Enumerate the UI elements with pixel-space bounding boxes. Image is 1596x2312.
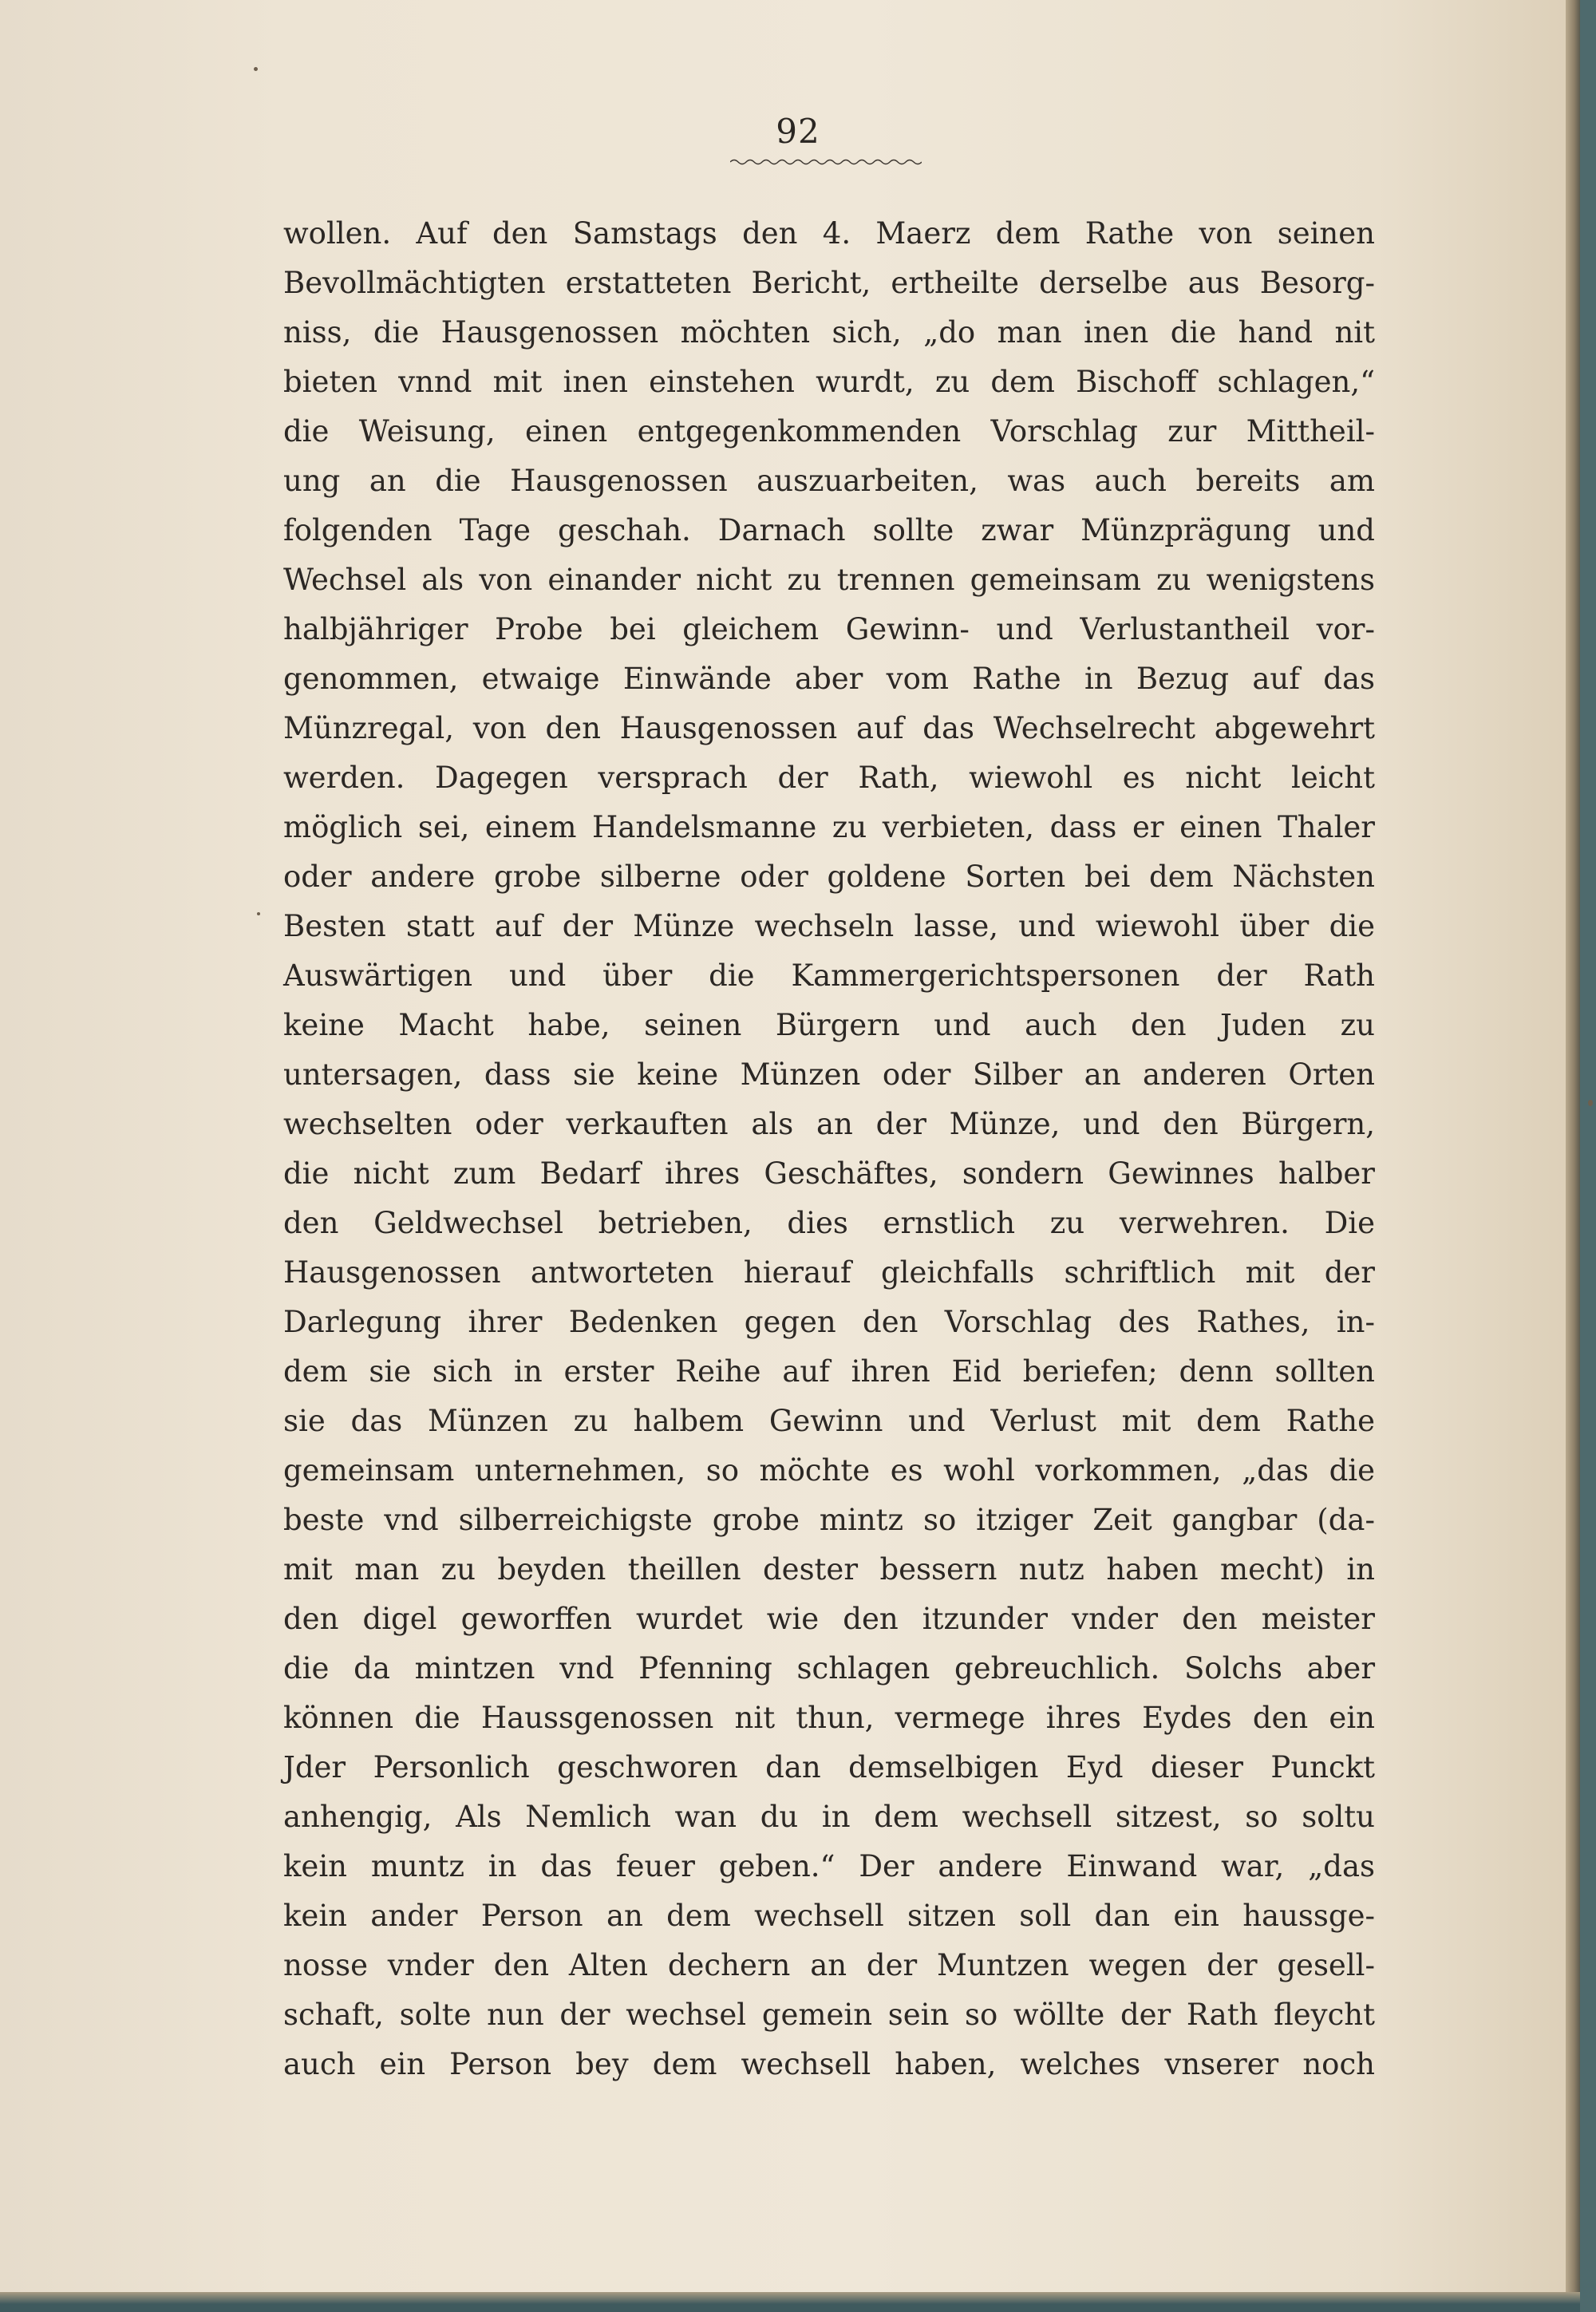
text-line: schaft, solte nun der wechsel gemein sein so wöllte der Rath fleycht [283, 1998, 1375, 2032]
paper-spot [257, 912, 260, 915]
text-line: den digel geworffen wurdet wie den itzunder vnder den meister [283, 1602, 1375, 1636]
text-line: dem sie sich in erster Reihe auf ihren Eid beriefen; denn sollten [283, 1354, 1375, 1389]
text-line: bieten vnnd mit inen einstehen wurdt, zu dem Bischoff schlagen,“ [283, 365, 1375, 399]
wavy-rule-ornament [730, 158, 922, 166]
text-line: nosse vnder den Alten dechern an der Muntzen wegen der gesell- [283, 1948, 1375, 1982]
page-bottom-edge [0, 2292, 1580, 2312]
paper-spot [254, 67, 258, 71]
text-line: Darlegung ihrer Bedenken gegen den Vorschlag des Rathes, in- [283, 1305, 1375, 1339]
text-line: sie das Münzen zu halbem Gewinn und Verlust mit dem Rathe [283, 1404, 1375, 1438]
text-line: die nicht zum Bedarf ihres Geschäftes, sondern Gewinnes halber [283, 1156, 1375, 1191]
page-number: 92 [776, 112, 820, 151]
text-line: genommen, etwaige Einwände aber vom Rathe in Bezug auf das [283, 662, 1375, 696]
text-line: gemeinsam unternehmen, so möchte es wohl vorkommen, „das die [283, 1453, 1375, 1488]
text-line: Besten statt auf der Münze wechseln lasse, und wiewohl über die [283, 909, 1375, 943]
text-line: kein ander Person an dem wechsell sitzen soll dan ein haussge- [283, 1899, 1375, 1933]
text-line: kein muntz in das feuer geben.“ Der andere Einwand war, „das [283, 1849, 1375, 1883]
text-line: wechselten oder verkauften als an der Münze, und den Bürgern, [283, 1107, 1375, 1141]
text-line: oder andere grobe silberne oder goldene Sorten bei dem Nächsten [283, 860, 1375, 894]
text-line: Bevollmächtigten erstatteten Bericht, ertheilte derselbe aus Besorg- [283, 266, 1375, 300]
text-line: die Weisung, einen entgegenkommenden Vorschlag zur Mittheil- [283, 414, 1375, 449]
text-line: folgenden Tage geschah. Darnach sollte zwar Münzprägung und [283, 513, 1375, 547]
text-line: die da mintzen vnd Pfenning schlagen gebreuchlich. Solchs aber [283, 1651, 1375, 1686]
text-line: mit man zu beyden theillen dester bessern nutz haben mecht) in [283, 1552, 1375, 1587]
text-line: ung an die Hausgenossen auszuarbeiten, was auch bereits am [283, 464, 1375, 498]
text-line: werden. Dagegen versprach der Rath, wiewohl es nicht leicht [283, 761, 1375, 795]
text-line: niss, die Hausgenossen möchten sich, „do man inen die hand nit [283, 315, 1375, 350]
text-line: wollen. Auf den Samstags den 4. Maerz dem Rathe von seinen [283, 216, 1375, 251]
text-line: beste vnd silberreichigste grobe mintz so itziger Zeit gangbar (da- [283, 1503, 1375, 1537]
text-line: keine Macht habe, seinen Bürgern und auch den Juden zu [283, 1008, 1375, 1042]
paper-spot [1588, 1100, 1593, 1106]
page-edge-shadow [1566, 0, 1580, 2298]
text-line: Auswärtigen und über die Kammergerichtspersonen der Rath [283, 958, 1375, 993]
text-line: halbjähriger Probe bei gleichem Gewinn- und Verlustantheil vor- [283, 612, 1375, 646]
body-text [283, 209, 1375, 2089]
text-line: möglich sei, einem Handelsmanne zu verbieten, dass er einen Thaler [283, 810, 1375, 844]
text-line: auch ein Person bey dem wechsell haben, welches vnserer noch [283, 2047, 1375, 2081]
book-spine-edge [1580, 0, 1596, 2312]
text-line: Münzregal, von den Hausgenossen auf das Wechselrecht abgewehrt [283, 711, 1375, 745]
text-line: Jder Personlich geschworen dan demselbigen Eyd dieser Punckt [283, 1750, 1375, 1784]
text-line: anhengig, Als Nemlich wan du in dem wechsell sitzest, so soltu [283, 1800, 1375, 1834]
text-line: den Geldwechsel betrieben, dies ernstlich zu verwehren. Die [283, 1206, 1375, 1240]
text-line: können die Haussgenossen nit thun, vermege ihres Eydes den ein [283, 1701, 1375, 1735]
text-line: untersagen, dass sie keine Münzen oder Silber an anderen Orten [283, 1057, 1375, 1092]
text-line: Hausgenossen antworteten hierauf gleichfalls schriftlich mit der [283, 1255, 1375, 1290]
text-line: Wechsel als von einander nicht zu trennen gemeinsam zu wenigstens [283, 563, 1375, 597]
